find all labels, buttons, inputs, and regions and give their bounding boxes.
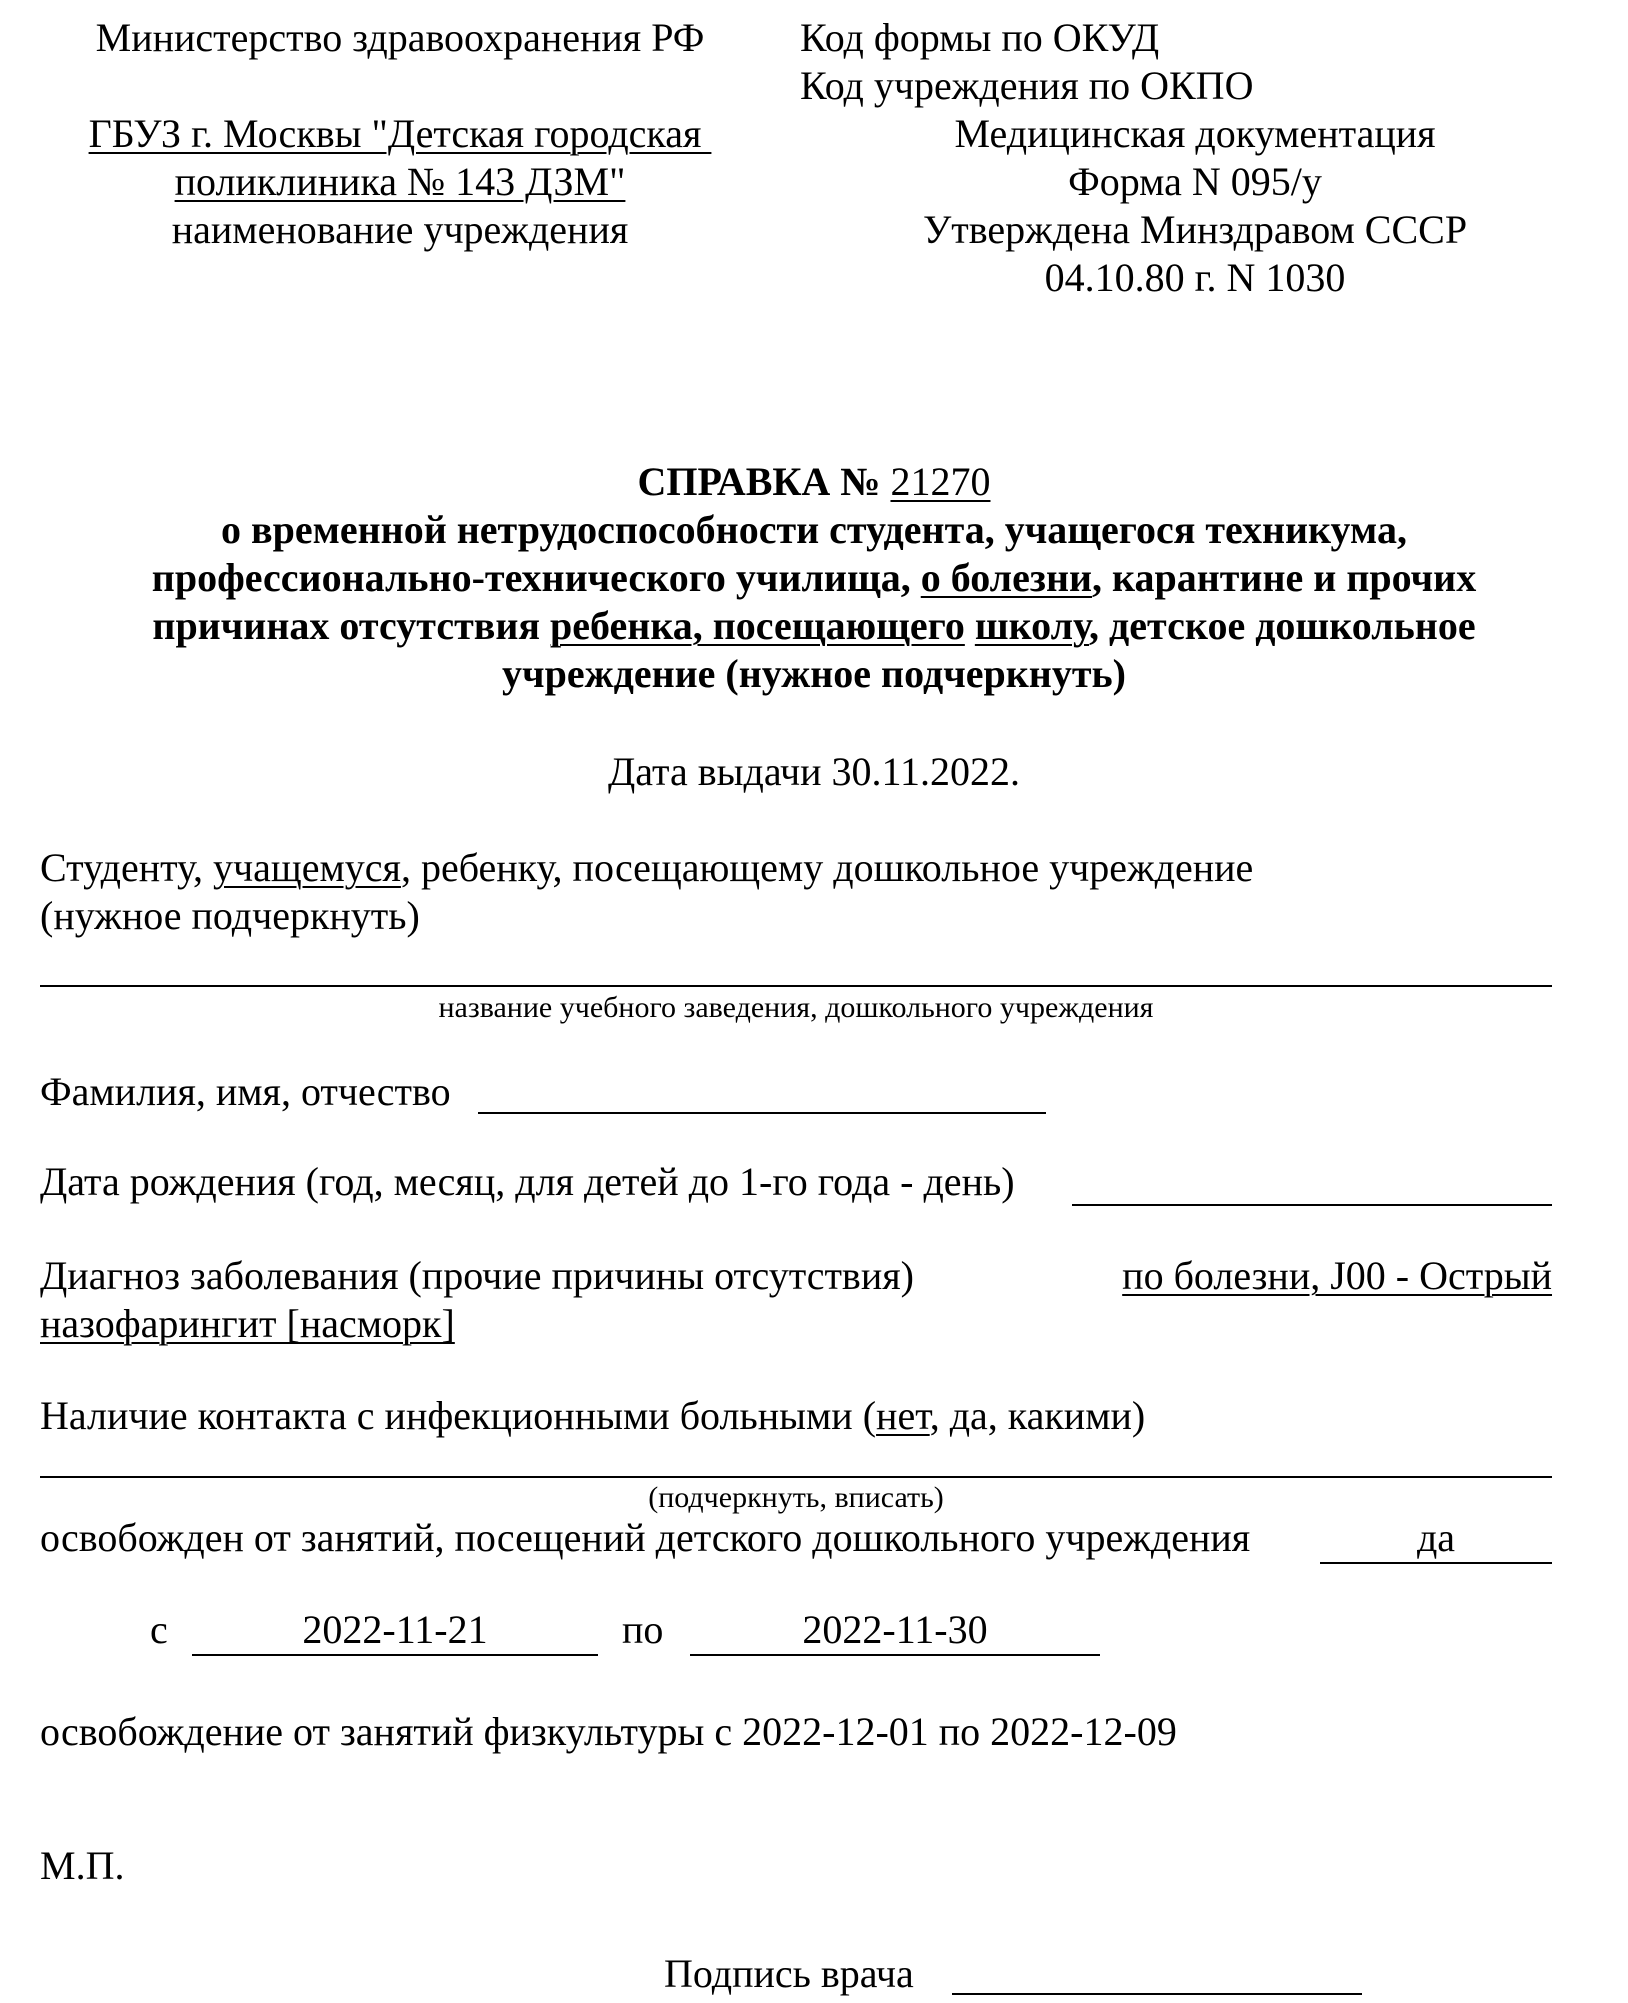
infectious-contact-field[interactable]: [40, 1476, 1552, 1478]
title-line4: учреждение (нужное подчеркнуть): [502, 651, 1126, 696]
certificate-number: 21270: [890, 459, 991, 504]
okud-code-label: Код формы по ОКУД: [800, 15, 1160, 60]
birth-date-field[interactable]: [1072, 1204, 1552, 1206]
full-name-label: Фамилия, имя, отчество: [40, 1069, 451, 1114]
doctor-signature-label: Подпись врача: [664, 1951, 914, 1996]
period-to-value: 2022-11-30: [802, 1607, 988, 1652]
diagnosis-line1: [40, 1252, 1552, 1300]
student-type-note: (нужное подчеркнуть): [40, 893, 420, 938]
diagnosis-value: по болезни, J00 - Острый: [1122, 1253, 1552, 1298]
diagnosis-line2: назофарингит [насморк]: [40, 1301, 455, 1346]
title-line3: причинах отсутствия ребенка, посещающего школу, детское дошкольное: [152, 603, 1476, 648]
diagnosis-label: Диагноз заболевания (прочие причины отсутствия): [40, 1253, 914, 1298]
approval-authority: Утверждена Минздравом СССР: [922, 207, 1468, 252]
period-from-label: с: [150, 1607, 168, 1652]
school-name-line[interactable]: [40, 985, 1552, 987]
institution-caption: наименование учреждения: [171, 207, 629, 252]
institution-name-line2: поликлиника № 143 ДЗМ": [174, 159, 626, 204]
institution-name-line1: ГБУЗ г. Москвы "Детская городская: [88, 111, 712, 156]
period-to-label: по: [622, 1607, 664, 1652]
exemption-label: освобожден от занятий, посещений детского дошкольного учреждения: [40, 1515, 1251, 1560]
certificate-title: СПРАВКА № 21270: [637, 459, 991, 504]
infectious-contact-caption: (подчеркнуть, вписать): [648, 1481, 944, 1514]
exemption-value: да: [1416, 1515, 1456, 1560]
form-number: Форма N 095/у: [1068, 159, 1322, 204]
doctor-signature-field[interactable]: [952, 1993, 1362, 1995]
full-name-field[interactable]: [478, 1112, 1046, 1114]
okpo-code-label: Код учреждения по ОКПО: [800, 63, 1254, 108]
period-from-value: 2022-11-21: [302, 1607, 488, 1652]
medical-documentation-label: Медицинская документация: [954, 111, 1436, 156]
title-line2: профессионально-технического училища, о болезни, карантине и прочих: [151, 555, 1477, 600]
period-from-field[interactable]: [192, 1654, 598, 1656]
issue-date: Дата выдачи 30.11.2022.: [607, 749, 1021, 794]
exemption-field-line[interactable]: [1320, 1562, 1552, 1564]
stamp-placeholder: М.П.: [40, 1843, 125, 1888]
school-name-caption: название учебного заведения, дошкольного учреждения: [438, 991, 1154, 1024]
period-to-field[interactable]: [690, 1654, 1100, 1656]
approval-date: 04.10.80 г. N 1030: [1044, 255, 1346, 300]
infectious-contact-line: Наличие контакта с инфекционными больными (нет, да, какими): [40, 1393, 1146, 1438]
pe-exemption: освобождение от занятий физкультуры с 2022-12-01 по 2022-12-09: [40, 1709, 1177, 1754]
ministry-name: Министерство здравоохранения РФ: [95, 15, 705, 60]
birth-date-label: Дата рождения (год, месяц, для детей до 1-го года - день): [40, 1159, 1015, 1204]
title-line1: о временной нетрудоспособности студента, учащегося техникума,: [221, 507, 1407, 552]
student-type-line: Студенту, учащемуся, ребенку, посещающему дошкольное учреждение: [40, 845, 1254, 890]
